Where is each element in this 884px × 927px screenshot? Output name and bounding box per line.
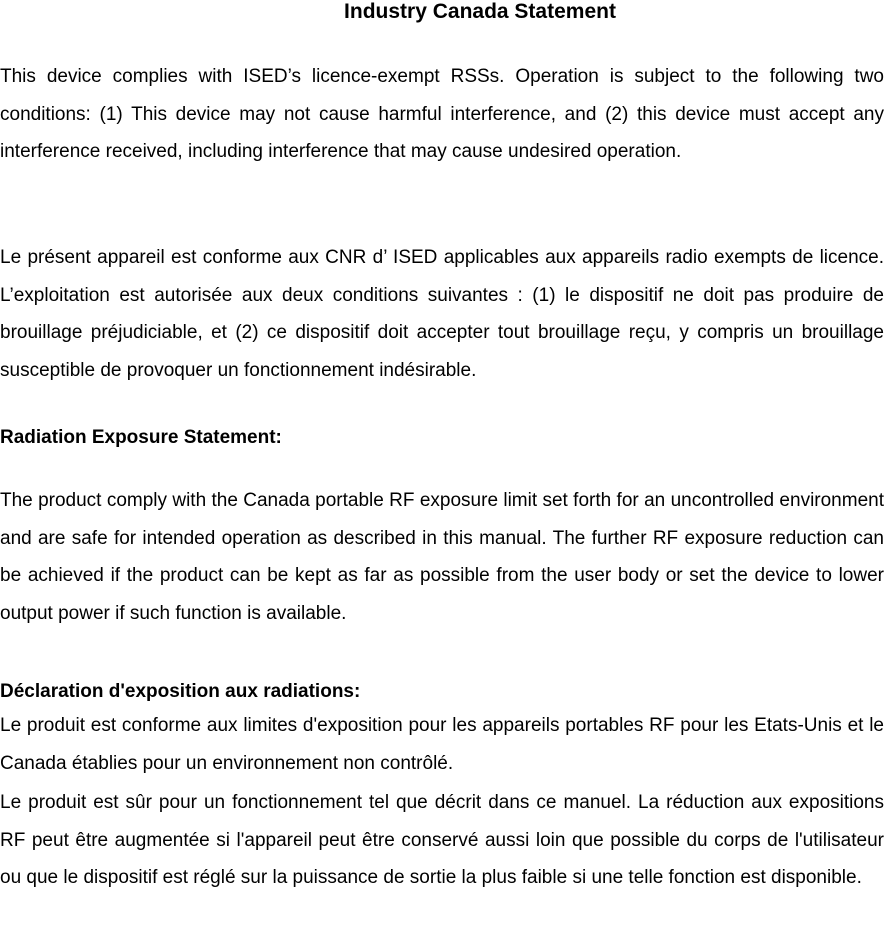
- radiation-statement-french-part-2: Le produit est sûr pour un fonctionnement tel que décrit dans ce manuel. La réduction aux expositions RF peut être augmentée si l'appareil peut être conservé aussi loin que possible du corps de l'utilisateur ou que le dispositif est réglé sur la puissance de sortie la plus faible si une telle fonction est disponible.: [0, 792, 884, 888]
- radiation-heading-french: Déclaration d'exposition aux radiations:: [0, 681, 361, 702]
- ised-statement-english: This device complies with ISED’s licence-exempt RSSs. Operation is subject to the following two conditions: (1) This device may not cause harmful interference, and (2) this device must accept any interference received, including interference that may cause undesired operation.: [0, 66, 884, 162]
- ised-statement-french: Le présent appareil est conforme aux CNR d’ ISED applicables aux appareils radio exempts de licence. L’exploitation est autorisée aux deux conditions suivantes : (1) le dispositif ne doit pas produire de brouillage préjudiciable, et (2) ce dispositif doit accepter tout brouillage reçu, y compris un brouillage susceptible de provoquer un fonctionnement indésirable.: [0, 247, 884, 381]
- radiation-heading-english: Radiation Exposure Statement:: [0, 427, 282, 448]
- radiation-statement-english: The product comply with the Canada portable RF exposure limit set forth for an uncontrolled environment and are safe for intended operation as described in this manual. The further RF exposure reduction can be achieved if the product can be kept as far as possible from the user body or set the device to lower output power if such function is available.: [0, 490, 884, 624]
- page-title: Industry Canada Statement: [344, 0, 616, 23]
- radiation-statement-french-part-1: Le produit est conforme aux limites d'exposition pour les appareils portables RF pour les Etats-Unis et le Canada établies pour un environnement non contrôlé.: [0, 715, 884, 774]
